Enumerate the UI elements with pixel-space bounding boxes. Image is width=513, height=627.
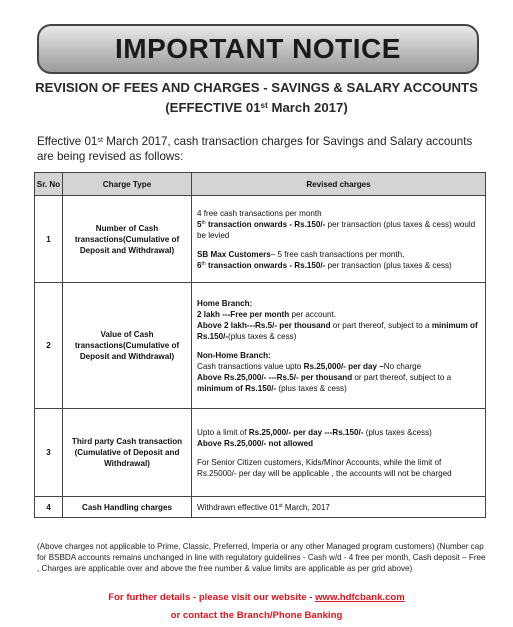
rev-text: per transaction (plus taxes & cess) would be levied (197, 219, 476, 240)
rev-text: (plus taxes & cess) (276, 383, 347, 393)
rev-line (197, 350, 480, 361)
table-row (35, 283, 486, 409)
rev-text: Withdrawn effective 01 (197, 502, 279, 512)
row-revised-charges (192, 196, 486, 283)
rev-line (197, 260, 480, 271)
rev-text: Upto a limit of (197, 427, 249, 437)
effective-pre: (EFFECTIVE 01 (165, 100, 261, 115)
rev-bold: Above Rs.25,000/- not allowed (197, 438, 314, 448)
rev-line (197, 427, 480, 438)
effective-sup: st (260, 101, 268, 111)
rev-sup: th (201, 261, 206, 268)
rev-bold: Home Branch: (197, 298, 253, 308)
rev-line (197, 298, 480, 309)
intro-sup: st (97, 134, 103, 144)
rev-bold: transaction onwards - Rs.150/- (205, 260, 326, 270)
row-number: 3 (35, 409, 63, 497)
rev-text: – 5 free cash transactions per month, (270, 249, 405, 259)
row-revised-charges (192, 409, 486, 497)
rev-sup: th (201, 220, 206, 227)
intro-paragraph (37, 134, 487, 164)
rev-bold: minimum of Rs.150/- (197, 383, 277, 393)
rev-line (197, 219, 480, 241)
rev-bold: Above 2 lakh---Rs.5/- per thousand (197, 320, 331, 330)
header-revised-charges: Revised charges (192, 173, 486, 196)
row-charge-type: Cash Handling charges (63, 497, 192, 518)
fees-table (34, 172, 486, 518)
rev-text: per account. (289, 309, 336, 319)
row-charge-type: Number of Cash transactions(Cumulative of Deposit and Withdrawal) (63, 196, 192, 283)
row-charge-type: Third party Cash transaction (Cumulative of Deposit and Withdrawal) (63, 409, 192, 497)
intro-pre: Effective 01 (37, 135, 98, 148)
table-header-row (35, 173, 486, 196)
rev-bold: SB Max Customers (197, 249, 271, 259)
rev-line: 4 free cash transactions per month (197, 208, 322, 218)
rev-text: (plus taxes & cess) (228, 331, 297, 341)
effective-date-heading (0, 100, 513, 115)
rev-bold: Rs.25,000/- per day – (303, 361, 384, 371)
rev-text: or part thereof, subject to a (330, 320, 432, 330)
row-number: 4 (35, 497, 63, 518)
table-row (35, 497, 486, 518)
rev-text: or part thereof, subject to a (352, 372, 452, 382)
contact-branch-line: or contact the Branch/Phone Banking (170, 610, 343, 621)
row-revised-charges (192, 497, 486, 518)
rev-bold: transaction onwards - Rs.150/- (205, 219, 326, 229)
effective-post: March 2017) (267, 100, 348, 115)
notice-banner (37, 24, 479, 74)
footnote: (Above charges not applicable to Prime, Classic, Preferred, Imperia or any other Managed program customers) (Number cap for BSBDA accounts remains unchanged in line with regulatory guidelines - Cash w/d - 4 free per month, Cash deposit – Free , Charges are applicable over and above the free number & value limits are applicable as per grid above) (37, 542, 486, 574)
rev-bold: Non-Home Branch: (197, 350, 271, 360)
header-charge-type: Charge Type (63, 173, 192, 196)
rev-bold: Rs.25,000/- per day ---Rs.150/- (248, 427, 364, 437)
rev-line (197, 249, 480, 260)
rev-text: per transaction (plus taxes & cess) (325, 260, 452, 270)
row-charge-type: Value of Cash transactions(Cumulative of Deposit and Withdrawal) (63, 283, 192, 409)
rev-text: No charge (383, 361, 422, 371)
header-sr-no: Sr. No (35, 173, 63, 196)
rev-num: 5 (197, 219, 202, 229)
rev-line (197, 361, 480, 372)
row-number: 1 (35, 196, 63, 283)
rev-line (197, 309, 480, 320)
rev-line (197, 320, 480, 342)
rev-bold: minimum of Rs.150/- (197, 320, 478, 341)
rev-text: March, 2017 (282, 502, 330, 512)
banner-title: IMPORTANT NOTICE (115, 33, 401, 64)
row-number: 2 (35, 283, 63, 409)
rev-num: 6 (197, 260, 202, 270)
intro-post: March 2017, cash transaction charges for Savings and Salary accounts are being revised as follows: (37, 135, 473, 163)
rev-sup: st (278, 503, 283, 510)
contact-pre: For further details - please visit our website - (108, 592, 316, 603)
rev-text: (plus taxes &cess) (363, 427, 432, 437)
rev-line: For Senior Citizen customers, Kids/Minor Accounts, while the limit of Rs.25000/- per day will be applicable , the accounts will not be charged (197, 457, 452, 478)
rev-bold: Above Rs.25,000/- ---Rs.5/- per thousand (197, 372, 353, 382)
rev-line (197, 372, 480, 394)
rev-bold: 2 lakh ---Free per month (197, 309, 290, 319)
table-row (35, 409, 486, 497)
website-link[interactable]: www.hdfcbank.com (315, 592, 405, 603)
rev-text: Cash transactions value upto (197, 361, 304, 371)
notice-heading: REVISION OF FEES AND CHARGES - SAVINGS & SALARY ACCOUNTS (35, 80, 478, 95)
rev-line (197, 438, 480, 449)
row-revised-charges (192, 283, 486, 409)
table-row (35, 196, 486, 283)
contact-website-line (0, 592, 513, 603)
